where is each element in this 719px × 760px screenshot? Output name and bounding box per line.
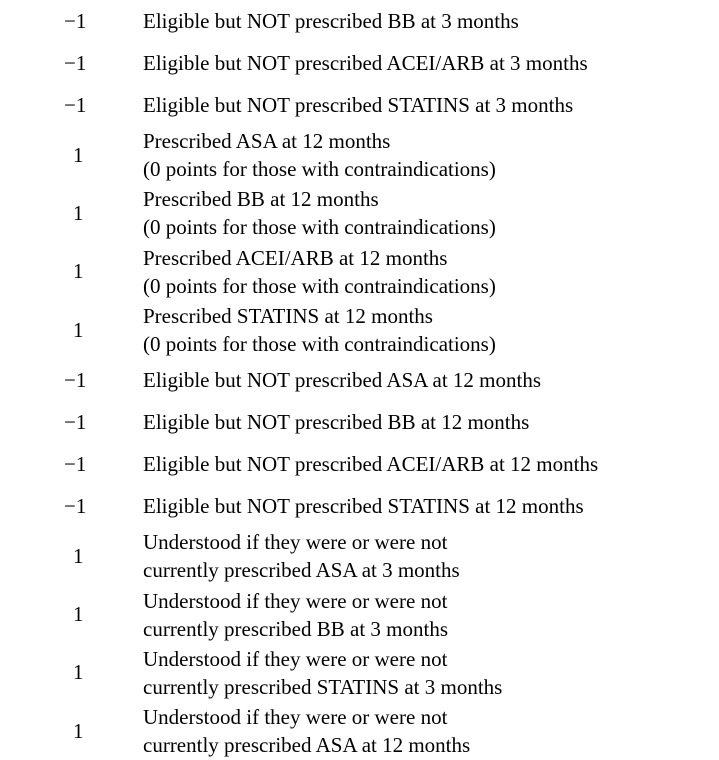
points-value: 1	[73, 200, 84, 225]
criterion-line: Eligible but NOT prescribed STATINS at 3 months	[143, 93, 574, 117]
criterion-line: Understood if they were or were not	[143, 705, 448, 730]
table-row	[0, 401, 719, 443]
points-value: −1	[64, 50, 87, 75]
criterion-line: Understood if they were or were not	[143, 588, 448, 613]
criterion-line: Eligible but NOT prescribed BB at 3 months	[143, 9, 519, 33]
criterion-text	[143, 492, 719, 520]
criterion-line: (0 points for those with contraindications)	[143, 215, 496, 240]
points-value: −1	[64, 92, 87, 117]
points-value: −1	[64, 493, 87, 518]
criterion-text	[143, 302, 719, 358]
criterion-line: Prescribed ACEI/ARB at 12 months	[143, 245, 448, 270]
criterion-line: Eligible but NOT prescribed ASA at 12 months	[143, 368, 541, 393]
table-row	[0, 243, 719, 301]
points-value: −1	[64, 451, 87, 476]
criterion-text	[143, 408, 719, 436]
criterion-line: Eligible but NOT prescribed ACEI/ARB at 3 months	[143, 51, 588, 75]
table-row	[0, 485, 719, 527]
points-value: −1	[64, 409, 87, 434]
points-value: 1	[73, 718, 84, 743]
points-value: 1	[73, 259, 84, 284]
points-value: 1	[73, 602, 84, 627]
table-row	[0, 644, 719, 702]
table-row	[0, 0, 719, 42]
points-value: 1	[73, 543, 84, 568]
criterion-text	[143, 645, 719, 701]
criterion-text	[143, 91, 719, 119]
points-value: −1	[64, 8, 87, 33]
table-row	[0, 84, 719, 126]
criterion-line: (0 points for those with contraindications)	[143, 332, 496, 357]
criterion-text	[143, 127, 719, 183]
table-row	[0, 585, 719, 643]
criterion-line: currently prescribed ASA at 3 months	[143, 558, 460, 583]
table-row	[0, 443, 719, 485]
points-value: 1	[73, 317, 84, 342]
table-row	[0, 527, 719, 585]
criterion-text	[143, 49, 719, 77]
criterion-line: currently prescribed BB at 3 months	[143, 616, 449, 641]
criterion-line: Understood if they were or were not	[143, 646, 448, 671]
points-value: 1	[73, 660, 84, 685]
criterion-line: currently prescribed STATINS at 3 months	[143, 674, 503, 699]
points-value: 1	[73, 142, 84, 167]
criterion-line: Prescribed BB at 12 months	[143, 187, 379, 212]
criterion-line: (0 points for those with contraindications)	[143, 273, 496, 298]
criterion-line: Understood if they were or were not	[143, 530, 448, 555]
table-row	[0, 184, 719, 242]
criterion-text	[143, 185, 719, 241]
points-value: −1	[64, 367, 87, 392]
criterion-line: Prescribed ASA at 12 months	[143, 129, 391, 154]
criterion-text	[143, 7, 719, 35]
criterion-line: Eligible but NOT prescribed ACEI/ARB at 12 months	[143, 452, 599, 477]
criterion-line: Prescribed STATINS at 12 months	[143, 304, 433, 329]
table-row	[0, 702, 719, 760]
table-row	[0, 359, 719, 401]
table-row	[0, 301, 719, 359]
table-row	[0, 126, 719, 184]
criterion-line: Eligible but NOT prescribed BB at 12 months	[143, 410, 530, 435]
criterion-text	[143, 587, 719, 643]
criterion-line: Eligible but NOT prescribed STATINS at 12 months	[143, 494, 584, 519]
table-row	[0, 42, 719, 84]
criterion-text	[143, 528, 719, 584]
criterion-line: (0 points for those with contraindications)	[143, 157, 496, 182]
criterion-text	[143, 703, 719, 759]
criterion-text	[143, 366, 719, 394]
criterion-text	[143, 450, 719, 478]
criterion-line: currently prescribed ASA at 12 months	[143, 733, 471, 758]
criterion-text	[143, 244, 719, 300]
